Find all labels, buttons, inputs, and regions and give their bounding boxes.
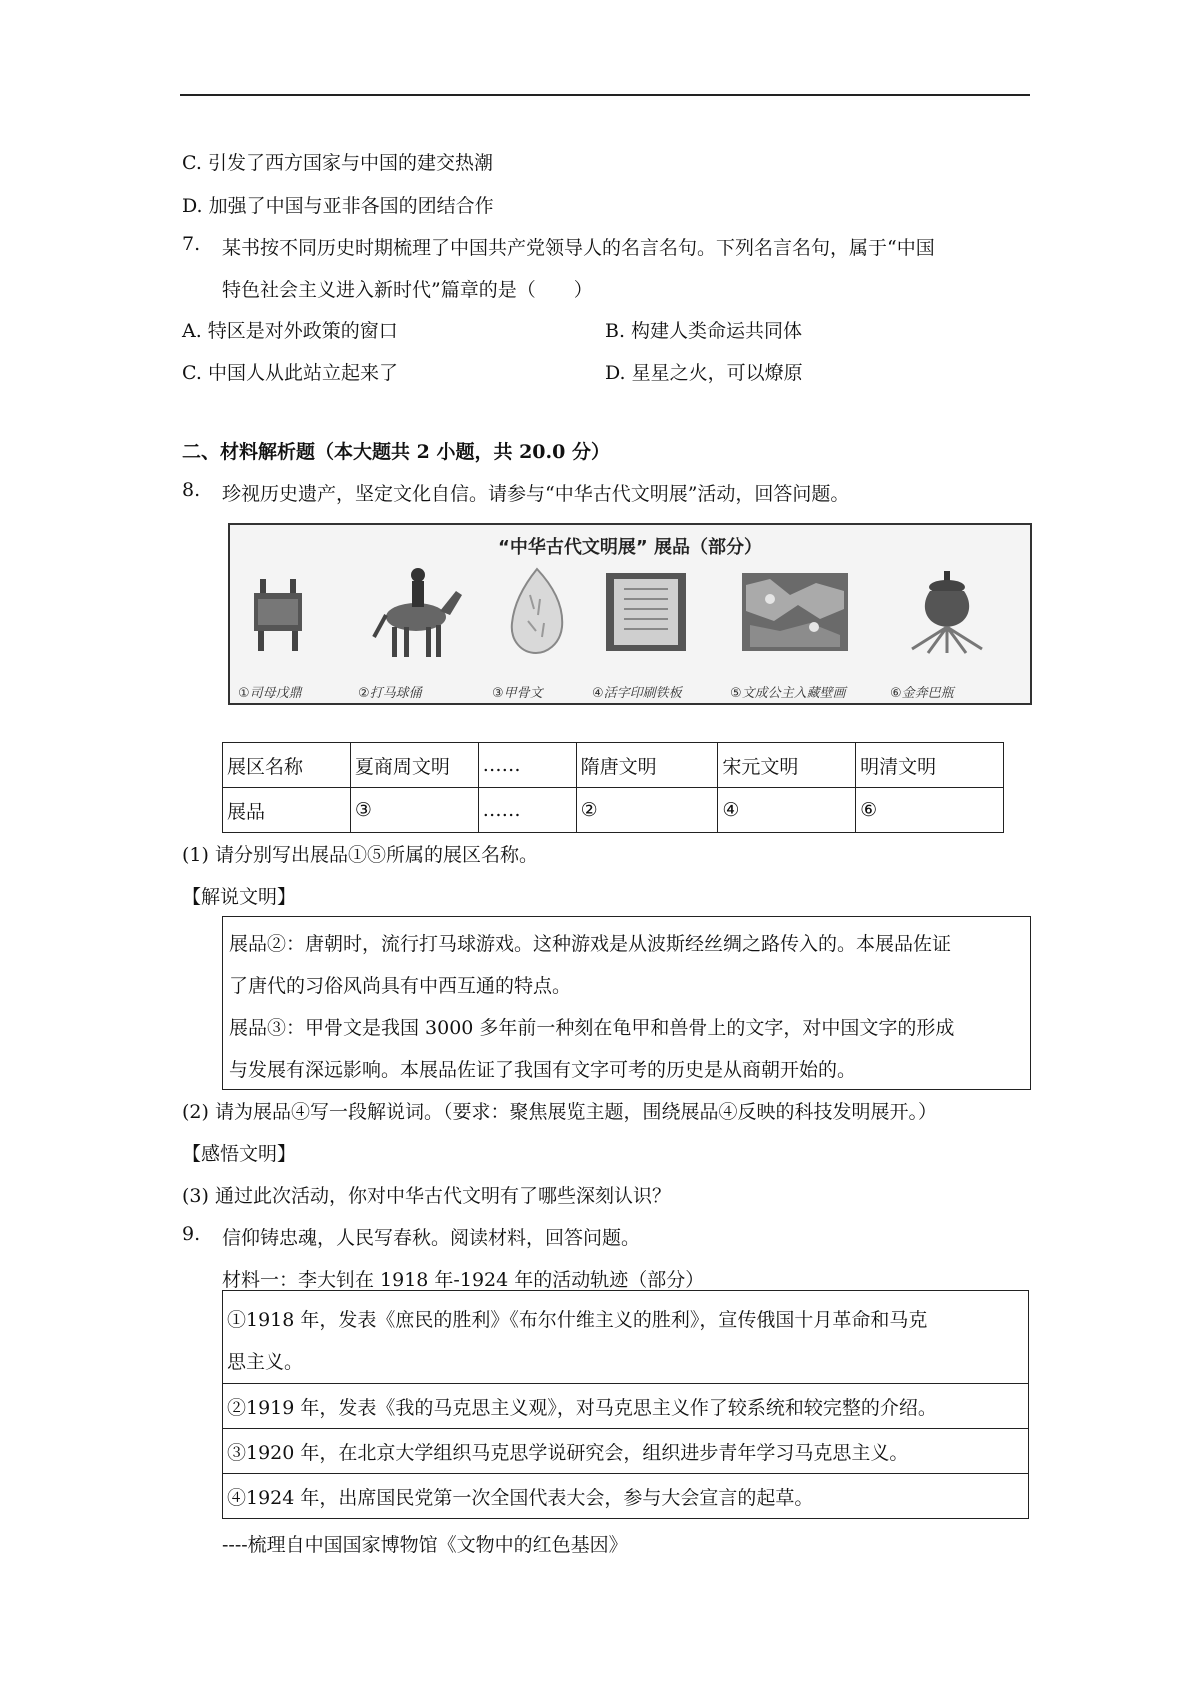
exhibition-banner: [228, 523, 1032, 705]
explanation-box: [222, 916, 1031, 1090]
table-cell: ⑥: [856, 788, 1004, 833]
exhibit-caption: ①司母戊鼎: [238, 686, 302, 701]
option-q7-b: B. 构建人类命运共同体: [605, 320, 803, 342]
ding-vessel-icon: [248, 565, 308, 655]
option-q6-d: D. 加强了中国与亚非各国的团结合作: [182, 195, 494, 217]
table-cell-line: 思主义。: [227, 1351, 304, 1373]
table-cell: ③: [350, 788, 478, 833]
printing-plate-icon: [602, 565, 692, 655]
table-row: [223, 1429, 1029, 1474]
explanation-line: 了唐代的习俗风尚具有中西互通的特点。: [229, 975, 572, 997]
activity-table: [222, 1290, 1029, 1519]
table-cell: 宋元文明: [718, 743, 856, 788]
explanation-line: 展品②：唐朝时，流行打马球游戏。这种游戏是从波斯经丝绸之路传入的。本展品佐证: [229, 933, 952, 955]
option-q7-a: A. 特区是对外政策的窗口: [182, 320, 398, 342]
question-7-stem-line2: 特色社会主义进入新时代”篇章的是（ ）: [222, 279, 593, 301]
table-cell: 夏商周文明: [350, 743, 478, 788]
banner-title: “中华古代文明展” 展品（部分）: [498, 537, 762, 558]
table-cell: 明清文明: [856, 743, 1004, 788]
table-cell: ②1919 年，发表《我的马克思主义观》，对马克思主义作了较系统和较完整的介绍。: [223, 1384, 1029, 1429]
header-rule: [180, 94, 1030, 96]
question-8-part1: (1) 请分别写出展品①⑤所属的展区名称。: [182, 844, 538, 866]
table-row: [223, 788, 1004, 833]
table-cell-line: ①1918 年，发表《庶民的胜利》《布尔什维主义的胜利》，宣传俄国十月革命和马克: [227, 1309, 928, 1331]
question-number-9: 9.: [182, 1223, 201, 1245]
exhibit-1: [238, 565, 358, 705]
exhibit-caption: ③甲骨文: [492, 686, 543, 701]
option-q7-d: D. 星星之火，可以燎原: [605, 362, 803, 384]
feel-heading: 【感悟文明】: [182, 1143, 297, 1165]
table-cell: 隋唐文明: [576, 743, 718, 788]
option-q7-c: C. 中国人从此站立起来了: [182, 362, 398, 384]
question-7-stem-line1: 某书按不同历史时期梳理了中国共产党领导人的名言名句。下列名言名句，属于“中国: [222, 237, 935, 259]
table-cell: 展品: [223, 788, 351, 833]
explanation-line: 与发展有深远影响。本展品佐证了我国有文字可考的历史是从商朝开始的。: [229, 1059, 857, 1081]
explain-heading: 【解说文明】: [182, 886, 297, 908]
question-number-8: 8.: [182, 479, 201, 501]
table-row: [223, 743, 1004, 788]
table-cell: ④1924 年，出席国民党第一次全国代表大会，参与大会宣言的起草。: [223, 1474, 1029, 1519]
table-cell: ②: [576, 788, 718, 833]
exhibit-caption: ②打马球俑: [358, 686, 422, 701]
exhibit-caption: ④活字印刷铁板: [592, 686, 682, 701]
table-row: [223, 1384, 1029, 1429]
table-cell: 展区名称: [223, 743, 351, 788]
table-cell: ……: [478, 743, 576, 788]
material-1-title: 材料一：李大钊在 1918 年-1924 年的活动轨迹（部分）: [222, 1269, 705, 1291]
table-cell: ……: [478, 788, 576, 833]
material-source: ----梳理自中国国家博物馆《文物中的红色基因》: [222, 1534, 628, 1556]
question-8-part2: (2) 请为展品④写一段解说词。（要求：聚焦展览主题，围绕展品④反映的科技发明展开。）: [182, 1101, 937, 1123]
exhibit-4: [592, 565, 712, 705]
horse-rider-icon: [368, 565, 468, 665]
question-number-7: 7.: [182, 233, 201, 255]
explanation-line: 展品③：甲骨文是我国 3000 多年前一种刻在龟甲和兽骨上的文字，对中国文字的形成: [229, 1017, 955, 1039]
mural-icon: [740, 565, 850, 655]
golden-urn-icon: [900, 565, 990, 655]
table-row: [223, 1291, 1029, 1384]
exhibit-2: [358, 565, 478, 705]
question-8-part3: (3) 通过此次活动，你对中华古代文明有了哪些深刻认识？: [182, 1185, 671, 1207]
question-9-intro: 信仰铸忠魂，人民写春秋。阅读材料，回答问题。: [222, 1227, 641, 1249]
question-8-intro: 珍视历史遗产，坚定文化自信。请参与“中华古代文明展”活动，回答问题。: [222, 483, 850, 505]
oracle-bone-icon: [502, 565, 572, 655]
table-cell: [223, 1291, 1029, 1384]
exhibit-6: [890, 565, 1010, 705]
exhibit-table: [222, 742, 1004, 833]
table-cell: ③1920 年，在北京大学组织马克思学说研究会，组织进步青年学习马克思主义。: [223, 1429, 1029, 1474]
exhibit-caption: ⑥金奔巴瓶: [890, 686, 954, 701]
exhibit-5: [730, 565, 850, 705]
option-q6-c: C. 引发了西方国家与中国的建交热潮: [182, 152, 493, 174]
section-heading: 二、材料解析题（本大题共 2 小题，共 20.0 分）: [182, 441, 610, 463]
table-cell: ④: [718, 788, 856, 833]
exhibit-caption: ⑤文成公主入藏壁画: [730, 686, 846, 701]
table-row: [223, 1474, 1029, 1519]
